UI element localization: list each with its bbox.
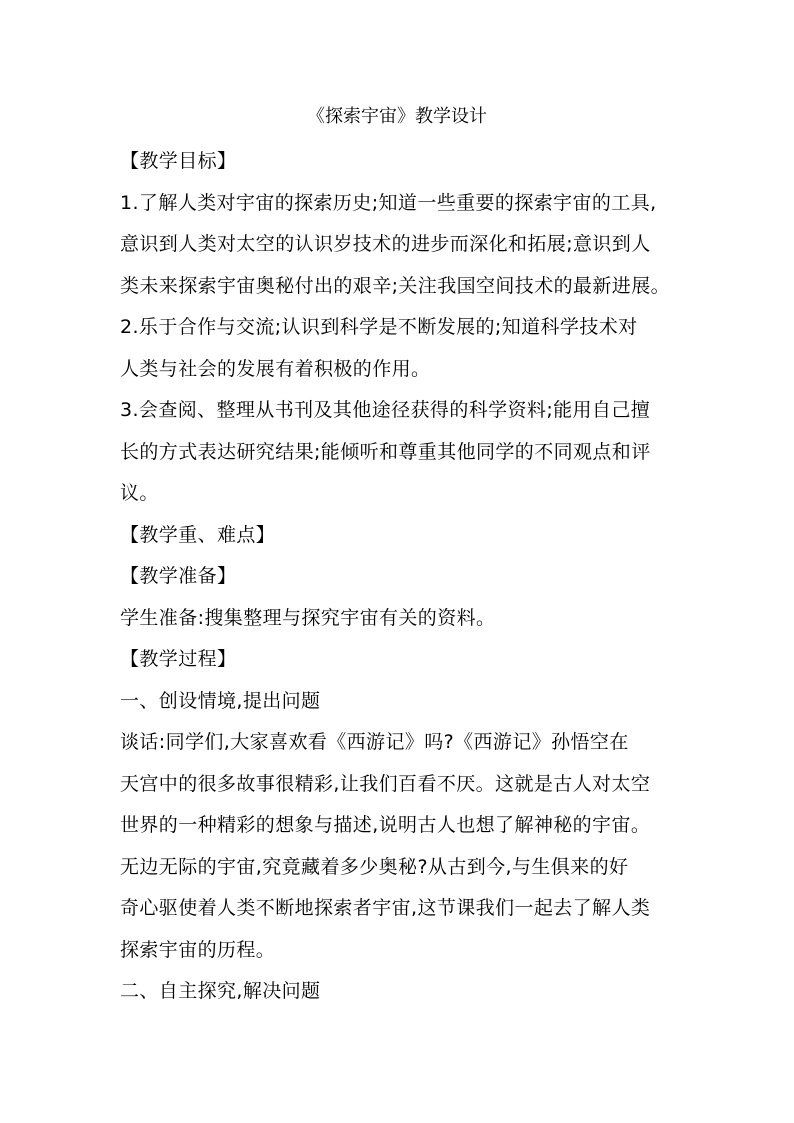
paragraph-line: 3.会查阅、整理从书刊及其他途径获得的科学资料;能用自己擅 (120, 399, 651, 421)
section-heading-preparation: 【教学准备】 (120, 565, 237, 587)
paragraph-line: 1.了解人类对宇宙的探索历史;知道一些重要的探索宇宙的工具, (120, 192, 657, 214)
paragraph-line: 谈话:同学们,大家喜欢看《西游记》吗?《西游记》孙悟空在 (120, 731, 629, 753)
paragraph-line: 天宫中的很多故事很精彩,让我们百看不厌。这就是古人对太空 (120, 773, 651, 795)
paragraph-line: 意识到人类对太空的认识岁技术的进步而深化和拓展;意识到人 (120, 233, 651, 255)
paragraph-line: 奇心驱使着人类不断地探索者宇宙,这节课我们一起去了解人类 (120, 897, 651, 919)
section-heading-key-points: 【教学重、难点】 (120, 524, 276, 546)
paragraph-line: 人类与社会的发展有着积极的作用。 (120, 358, 431, 380)
paragraph-line: 学生准备:搜集整理与探究宇宙有关的资料。 (120, 607, 496, 629)
section-heading-objectives: 【教学目标】 (120, 150, 237, 172)
subsection-heading: 二、自主探究,解决问题 (120, 980, 321, 1002)
paragraph-line: 2.乐于合作与交流;认识到科学是不断发展的;知道科学技术对 (120, 316, 638, 338)
section-heading-process: 【教学过程】 (120, 648, 237, 670)
document-title: 《探索宇宙》教学设计 (307, 106, 487, 127)
paragraph-line: 长的方式表达研究结果;能倾听和尊重其他同学的不同观点和评 (120, 441, 651, 463)
paragraph-line: 议。 (120, 482, 159, 504)
paragraph-line: 类未来探索宇宙奥秘付出的艰辛;关注我国空间技术的最新进展。 (120, 275, 671, 297)
paragraph-line: 无边无际的宇宙,究竟藏着多少奥秘?从古到今,与生俱来的好 (120, 856, 629, 878)
subsection-heading: 一、创设情境,提出问题 (120, 690, 321, 712)
paragraph-line: 世界的一种精彩的想象与描述,说明古人也想了解神秘的宇宙。 (120, 814, 651, 836)
paragraph-line: 探索宇宙的历程。 (120, 939, 276, 961)
